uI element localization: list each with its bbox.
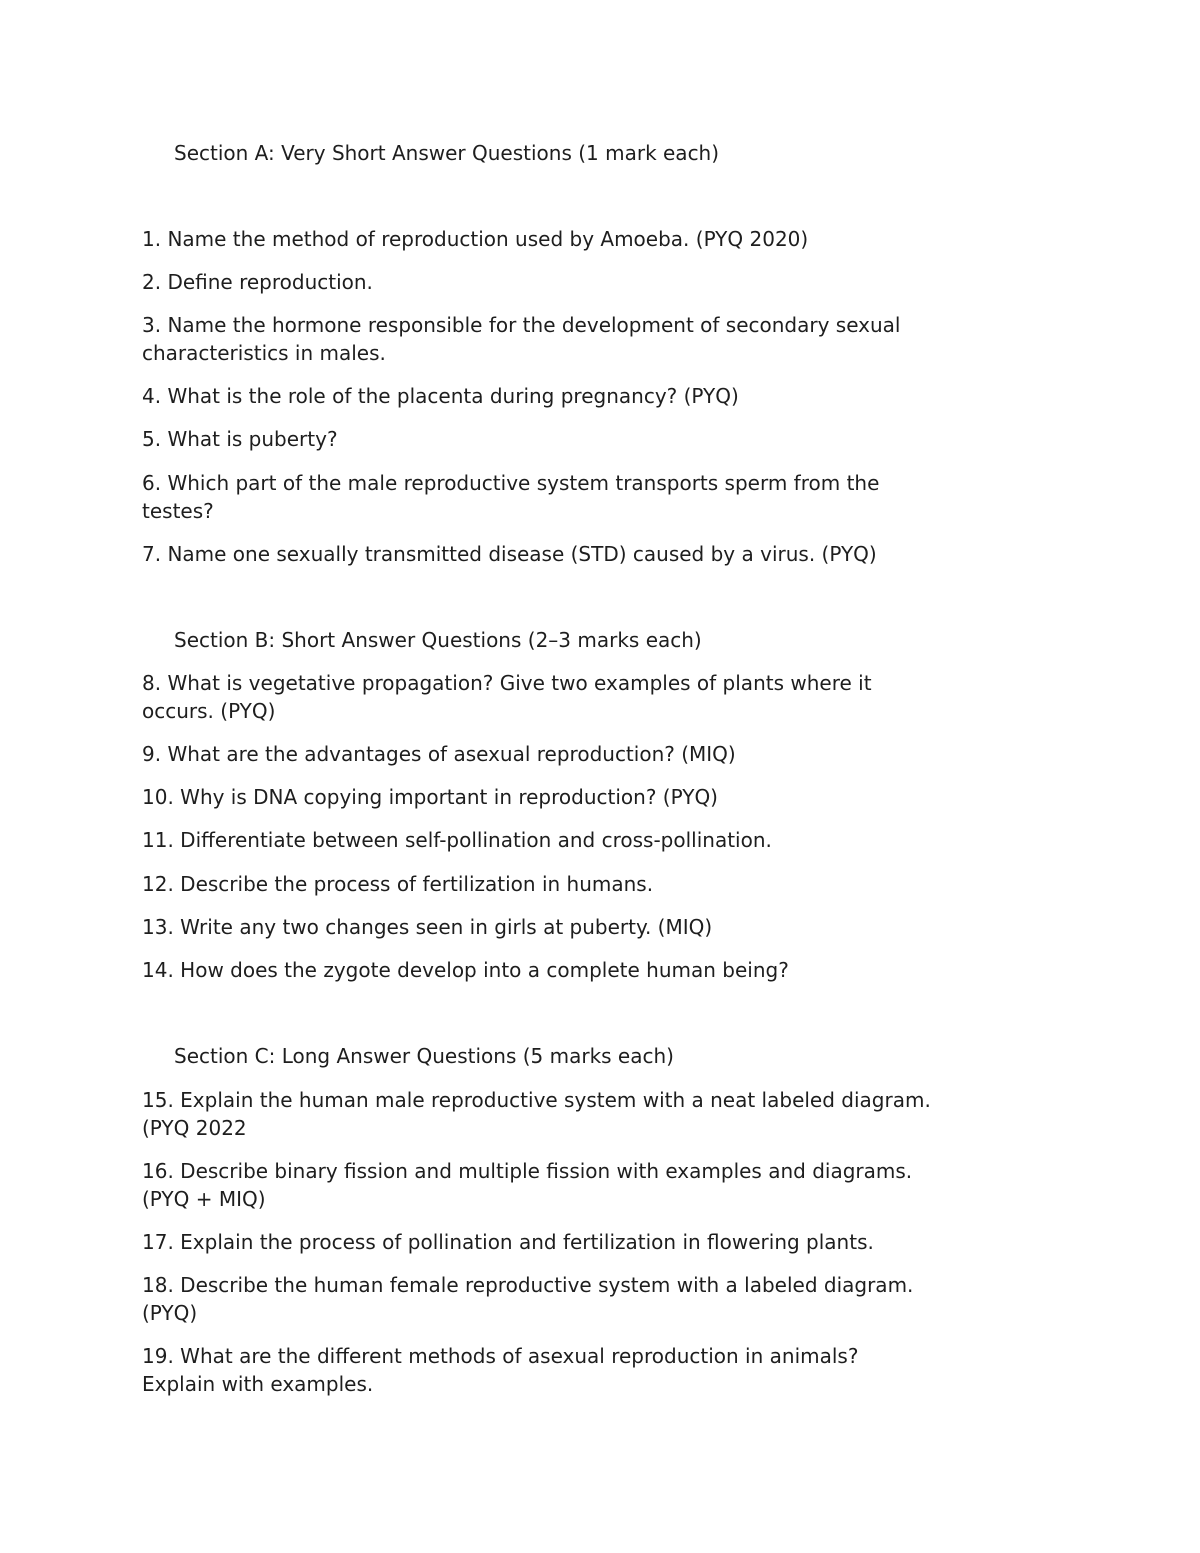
section-c-heading: Section C: Long Answer Questions (5 marks each): [174, 1044, 674, 1068]
section-b-heading: Section B: Short Answer Questions (2–3 marks each): [174, 628, 702, 652]
question-text: 6. Which part of the male reproductive system transports sperm from the: [142, 471, 880, 495]
question-6: [142, 469, 879, 525]
question-9: [142, 740, 736, 768]
question-text: (PYQ 2022: [142, 1116, 247, 1140]
question-text: 15. Explain the human male reproductive system with a neat labeled diagram.: [142, 1088, 931, 1112]
question-10: [142, 783, 718, 811]
question-text: 9. What are the advantages of asexual reproduction? (MIQ): [142, 742, 736, 766]
question-text: 16. Describe binary fission and multiple fission with examples and diagrams.: [142, 1159, 913, 1183]
question-12: [142, 870, 653, 898]
question-text: 8. What is vegetative propagation? Give two examples of plants where it: [142, 671, 872, 695]
question-text: 14. How does the zygote develop into a complete human being?: [142, 958, 789, 982]
question-7: [142, 540, 877, 568]
question-text: 18. Describe the human female reproductive system with a labeled diagram.: [142, 1273, 914, 1297]
question-13: [142, 913, 712, 941]
question-17: [142, 1228, 874, 1256]
question-1: [142, 225, 808, 253]
question-2: [142, 268, 373, 296]
question-19: [142, 1342, 858, 1398]
question-text: (PYQ + MIQ): [142, 1187, 266, 1211]
question-5: [142, 425, 338, 453]
question-text: 5. What is puberty?: [142, 427, 338, 451]
question-text: 19. What are the different methods of asexual reproduction in animals?: [142, 1344, 859, 1368]
question-11: [142, 826, 772, 854]
question-18: [142, 1271, 913, 1327]
question-text: 1. Name the method of reproduction used by Amoeba. (PYQ 2020): [142, 227, 809, 251]
question-text: characteristics in males.: [142, 341, 386, 365]
question-15: [142, 1086, 931, 1142]
question-text: 17. Explain the process of pollination and fertilization in flowering plants.: [142, 1230, 874, 1254]
question-4: [142, 382, 739, 410]
section-a-heading: Section A: Very Short Answer Questions (1 mark each): [174, 141, 720, 165]
question-text: 4. What is the role of the placenta during pregnancy? (PYQ): [142, 384, 739, 408]
question-text: 2. Define reproduction.: [142, 270, 373, 294]
question-text: 11. Differentiate between self-pollination and cross-pollination.: [142, 828, 772, 852]
question-text: 3. Name the hormone responsible for the development of secondary sexual: [142, 313, 901, 337]
question-3: [142, 311, 901, 367]
question-text: 7. Name one sexually transmitted disease (STD) caused by a virus. (PYQ): [142, 542, 877, 566]
question-8: [142, 669, 872, 725]
question-text: 12. Describe the process of fertilization in humans.: [142, 872, 654, 896]
question-text: testes?: [142, 499, 214, 523]
question-16: [142, 1157, 912, 1213]
question-text: 13. Write any two changes seen in girls at puberty. (MIQ): [142, 915, 713, 939]
question-text: 10. Why is DNA copying important in reproduction? (PYQ): [142, 785, 718, 809]
question-text: (PYQ): [142, 1301, 198, 1325]
question-14: [142, 956, 789, 984]
question-text: Explain with examples.: [142, 1372, 374, 1396]
question-text: occurs. (PYQ): [142, 699, 276, 723]
